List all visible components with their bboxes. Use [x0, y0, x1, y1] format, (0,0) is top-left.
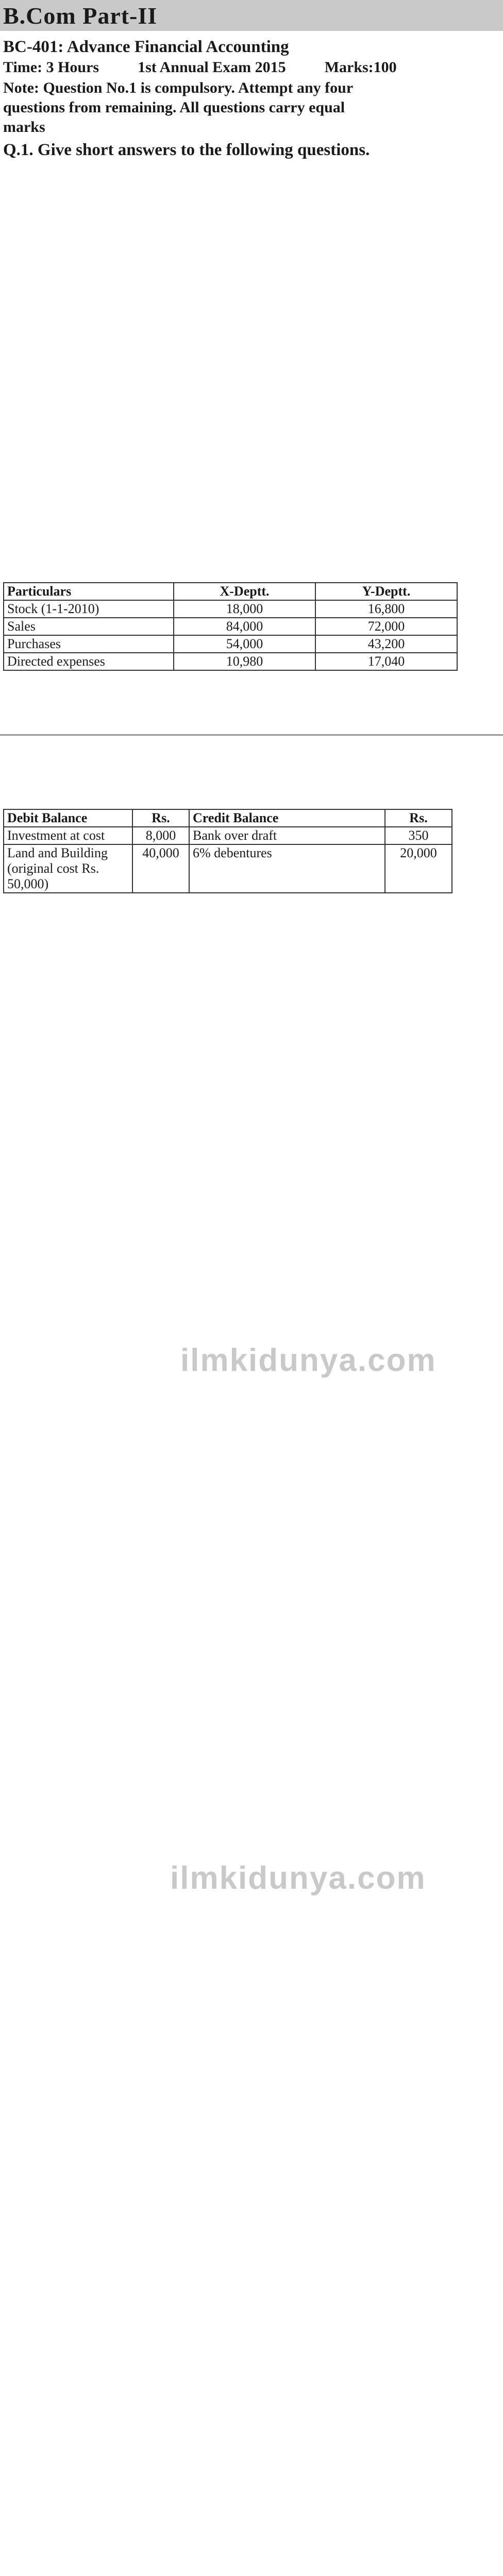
marks-label: Marks:100 [324, 59, 397, 76]
table-header-cell: Rs. [385, 809, 452, 827]
table-cell: 20,000 [385, 844, 452, 893]
course-title: B.Com Part-II [3, 3, 158, 29]
note-line: Note: Question No.1 is compulsory. Attempt any four [3, 79, 354, 96]
table-row [4, 653, 457, 670]
table-header-cell: Particulars [4, 583, 174, 600]
table-header-cell: Debit Balance [4, 809, 132, 827]
table-header-cell: Y-Deptt. [315, 583, 457, 600]
paper-title: BC-401: Advance Financial Accounting [3, 38, 289, 56]
note-line: questions from remaining. All questions carry equal [3, 99, 345, 116]
table-cell: Stock (1-1-2010) [4, 600, 174, 618]
table-row [4, 827, 452, 844]
exam-meta-row [3, 58, 498, 77]
q2-department-table [3, 582, 458, 671]
table-cell: 43,200 [315, 635, 457, 653]
watermark-text: ilmkidunya.com [170, 1860, 426, 1896]
table-cell: 18,000 [174, 600, 315, 618]
table-cell: 72,000 [315, 618, 457, 635]
table-cell: 54,000 [174, 635, 315, 653]
table-cell: Sales [4, 618, 174, 635]
table-cell: Directed expenses [4, 653, 174, 670]
table-cell: 6% debentures [189, 844, 385, 893]
q3-balance-table [3, 809, 452, 893]
table-header-cell: Rs. [132, 809, 189, 827]
table-cell: 350 [385, 827, 452, 844]
table-row [4, 844, 452, 893]
table-cell: 10,980 [174, 653, 315, 670]
course-banner [0, 0, 503, 31]
table-cell: 16,800 [315, 600, 457, 618]
table-row [4, 618, 457, 635]
table-cell: Bank over draft [189, 827, 385, 844]
table-cell: Land and Building (original cost Rs. 50,000) [4, 844, 132, 893]
table-row [4, 600, 457, 618]
table-cell: 84,000 [174, 618, 315, 635]
table-header-cell: Credit Balance [189, 809, 385, 827]
note-line: marks [3, 118, 45, 135]
section-divider [0, 734, 503, 736]
table-cell: 8,000 [132, 827, 189, 844]
table-cell: 40,000 [132, 844, 189, 893]
table-cell: 17,040 [315, 653, 457, 670]
table-row [4, 635, 457, 653]
table-cell: Purchases [4, 635, 174, 653]
table-header-cell: X-Deptt. [174, 583, 315, 600]
watermark-text: ilmkidunya.com [180, 1343, 437, 1378]
table-header-row [4, 583, 457, 600]
exam-label: 1st Annual Exam 2015 [138, 59, 286, 76]
q1-heading: Q.1. Give short answers to the following questions. [3, 141, 370, 159]
table-cell: Investment at cost [4, 827, 132, 844]
table-header-row [4, 809, 452, 827]
time-label: Time: 3 Hours [3, 59, 99, 76]
